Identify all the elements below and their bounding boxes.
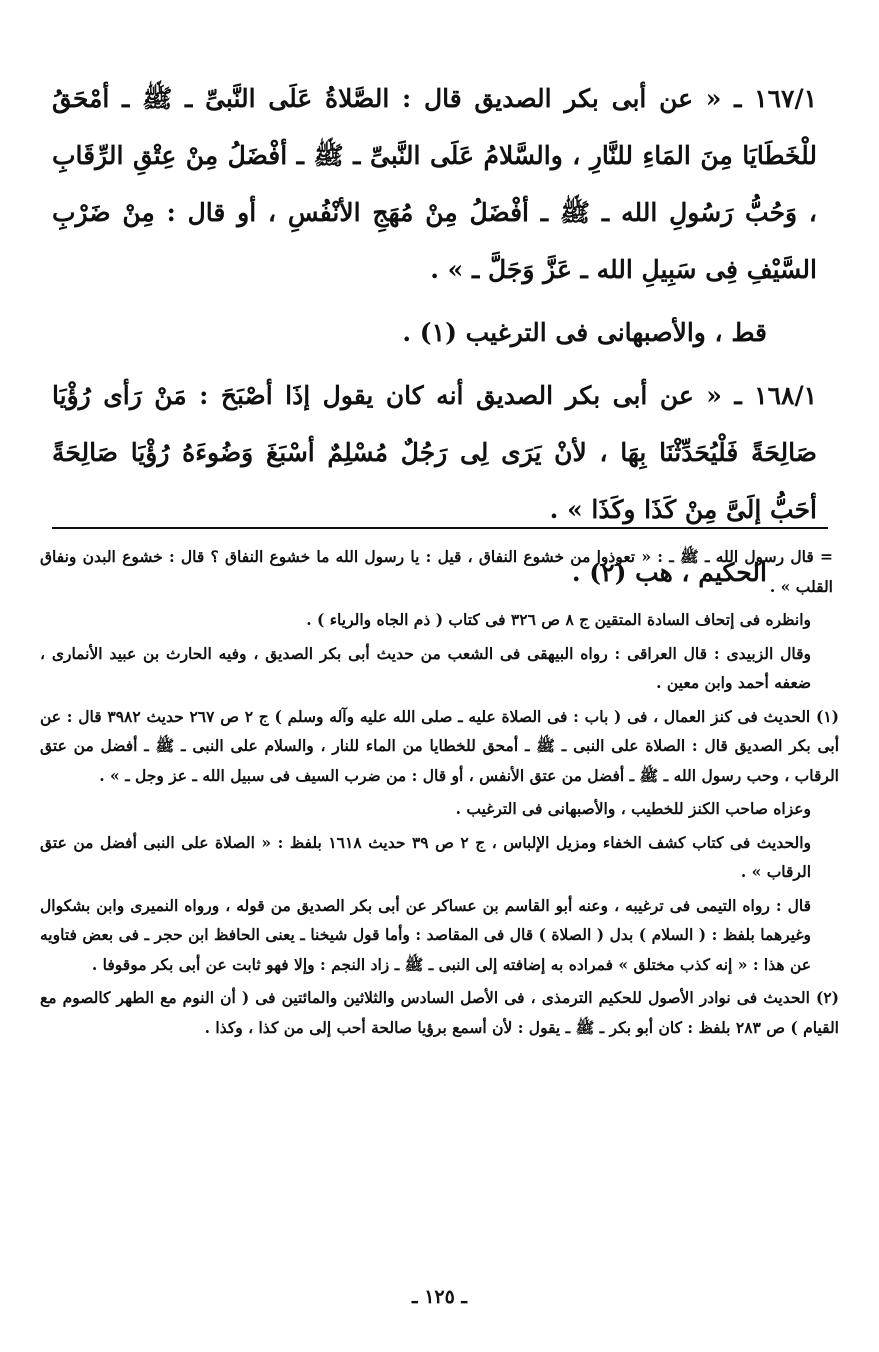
footnote-1-kashf: والحديث فى كتاب كشف الخفاء ومزيل الإلباس ، ج ٢ ص ٣٩ حديث ١٦١٨ بلفظ : « الصلاة على النبى أفضل من عتق الرقاب » . xyxy=(40,832,811,881)
page-number: ـ ١٢٥ ـ xyxy=(412,1286,467,1308)
hadith-167-source: قط ، والأصبهانى فى الترغيب (١) . xyxy=(402,318,767,347)
footnote-2: (٢) الحديث فى نوادر الأصول للحكيم الترمذى ، فى الأصل السادس والثلاثين والمائتين فى ( أن النوم مع الطهر كالصوم مع القيام ) ص ٢٨٣ بلفظ : كان أبو بكر ـ ﷺ ـ يقول : لأن أسمع برؤيا صالحة أحب إلى من كذا ، وكذا . xyxy=(40,988,839,1037)
hadith-167: ١٦٧/١ ـ « عن أبى بكر الصديق قال : الصَّلاةُ عَلَى النَّبىِّ ـ ﷺ ـ أمْحَقُ للْخَطَايَا مِنَ المَاءِ للنَّارِ ، والسَّلامُ عَلَى النَّبىِّ ـ ﷺ ـ أفْضَلُ مِنْ عِتْقِ الرِّقَابِ ، وَحُبُّ رَسُولِ الله ـ ﷺ ـ أفْضَلُ مِنْ مُهَجِ الأنْفُسِ ، أو قال : مِنْ ضَرْبِ السَّيْفِ فِى سَبِيلِ الله ـ عَزَّ وَجَلَّ ـ » . xyxy=(52,84,817,284)
footnotes xyxy=(40,542,839,1046)
footnote-1-taymi: قال : رواه التيمى فى ترغيبه ، وعنه أبو القاسم بن عساكر عن أبى بكر الصديق من قوله ، ورواه النميرى وابن بشكوال وغيرهما بلفظ : ( السلام ) بدل ( الصلاة ) قال فى المقاصد : وأما قول شيخنا ـ يعنى الحافظ ابن حجر ـ فى بعض فتاويه عن هذا : « إنه كذب مختلق » فمراده به إضافته إلى النبى ـ ﷺ ـ زاد النجم : وإلا فهو ثابت عن أبى بكر موقوفا . xyxy=(40,895,811,974)
footnote-1-attribution: وعزاه صاحب الكنز للخطيب ، والأصبهانى فى الترغيب . xyxy=(455,799,811,818)
footnote-1: (١) الحديث فى كنز العمال ، فى ( باب : فى الصلاة عليه ـ صلى الله عليه وآله وسلم ) ج ٢ ص ٢٦٧ حديث ٣٩٨٢ قال : عن أبى بكر الصديق قال : الصلاة على النبى ـ ﷺ ـ أمحق للخطايا من الماء للنار ، والسلام على النبى ـ ﷺ ـ أفضل من عتق الرقاب ، وحب رسول الله ـ ﷺ ـ أفضل من عتق الأنفس ، أو قال : من ضرب السيف فى سبيل الله ـ عز وجل ـ » . xyxy=(40,706,839,785)
footnote-ref-ithaf: وانظره فى إتحاف السادة المتقين ج ٨ ص ٣٢٦ فى كتاب ( ذم الجاه والرياء ) . xyxy=(306,610,811,629)
hadith-168-source: الحكيم ، هب (٢) . xyxy=(571,558,767,587)
footnote-divider xyxy=(52,527,828,529)
footnote-zabidi: وقال الزبيدى : قال العراقى : رواه البيهقى فى الشعب من حديث أبى بكر الصديق ، وفيه الحارث بن عبيد الأنمارى ، ضعفه أحمد وابن معين . xyxy=(40,643,811,692)
footnote-continuation: = قال رسول الله ـ ﷺ ـ : « تعوذوا من خشوع النفاق ، قيل : يا رسول الله ما خشوع النفاق ؟ قال : خشوع البدن ونفاق القلب » . xyxy=(40,547,833,596)
hadith-168: ١٦٨/١ ـ « عن أبى بكر الصديق أنه كان يقول إذَا أصْبَحَ : مَنْ رَأى رُؤْيَا صَالِحَةً فَلْيُحَدِّثْنَا بِهَا ، لأنْ يَرَى لِى رَجُلٌ مُسْلِمٌ أسْبَغَ وَضُوءَهُ رُؤْيَا صَالِحَةً أحَبُّ إلَىَّ مِنْ كَذَا وكَذَا » . xyxy=(52,381,817,524)
